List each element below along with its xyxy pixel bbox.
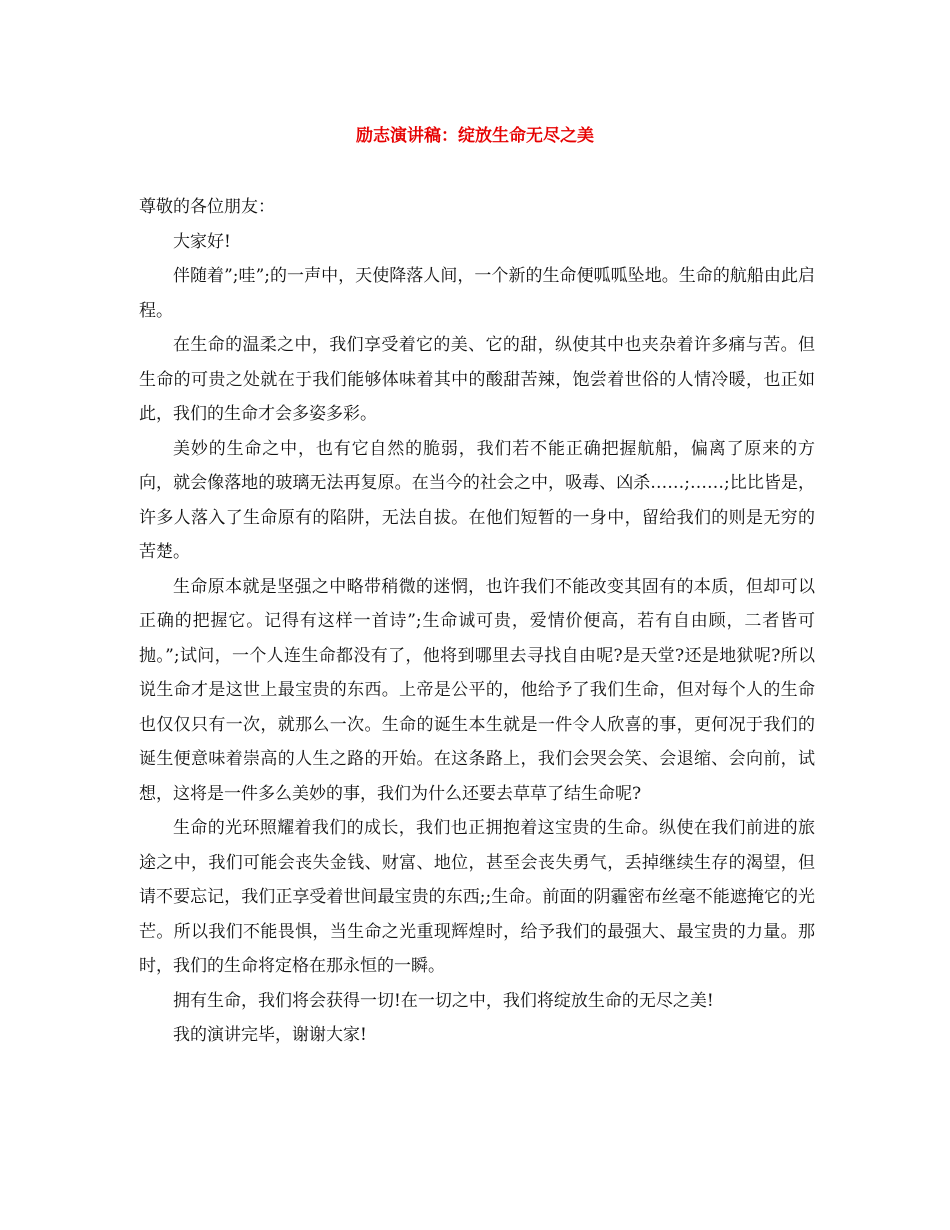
paragraph: 生命原本就是坚强之中略带稍微的迷惘，也许我们不能改变其固有的本质，但却可以正确的把握它。记得有这样一首诗”;生命诚可贵，爱情价便高，若有自由顾，二者皆可抛。”;试问，一个人连生命都没有了，他将到哪里去寻找自由呢?是天堂?还是地狱呢?所以说生命才是这世上最宝贵的东西。上帝是公平的，他给予了我们生命，但对每个人的生命也仅仅只有一次，就那么一次。生命的诞生本生就是一件令人欣喜的事，更何况于我们的诞生便意味着崇高的人生之路的开始。在这条路上，我们会哭会笑、会退缩、会向前，试想，这将是一件多么美妙的事，我们为什么还要去草草了结生命呢? — [139, 576, 815, 804]
paragraph: 美妙的生命之中，也有它自然的脆弱，我们若不能正确把握航船，偏离了原来的方向，就会像落地的玻璃无法再复原。在当今的社会之中，吸毒、凶杀……;……;比比皆是，许多人落入了生命原有的陷阱，无法自拔。在他们短暂的一身中，留给我们的则是无穷的苦楚。 — [139, 438, 815, 562]
salutation: 尊敬的各位朋友： — [139, 197, 275, 217]
paragraph: 拥有生命，我们将会获得一切!在一切之中，我们将绽放生命的无尽之美! — [173, 990, 714, 1011]
paragraph: 大家好! — [173, 231, 231, 252]
document-title: 励志演讲稿：绽放生命无尽之美 — [356, 126, 594, 146]
paragraph: 伴随着”;哇”;的一声中，天使降落人间，一个新的生命便呱呱坠地。生命的航船由此启程。 — [139, 266, 815, 321]
document-body — [139, 190, 815, 1053]
paragraph: 我的演讲完毕，谢谢大家! — [173, 1025, 367, 1045]
paragraph: 在生命的温柔之中，我们享受着它的美、它的甜，纵使其中也夹杂着许多痛与苦。但生命的可贵之处就在于我们能够体味着其中的酸甜苦辣，饱尝着世俗的人情冷暖，也正如此，我们的生命才会多姿多彩。 — [139, 335, 815, 424]
paragraph: 生命的光环照耀着我们的成长，我们也正拥抱着这宝贵的生命。纵使在我们前进的旅途之中，我们可能会丧失金钱、财富、地位，甚至会丧失勇气，丢掉继续生存的渴望，但请不要忘记，我们正享受着世间最宝贵的东西;;生命。前面的阴霾密布丝毫不能遮掩它的光芒。所以我们不能畏惧，当生命之光重现辉煌时，给予我们的最强大、最宝贵的力量。那时，我们的生命将定格在那永恒的一瞬。 — [139, 818, 815, 976]
